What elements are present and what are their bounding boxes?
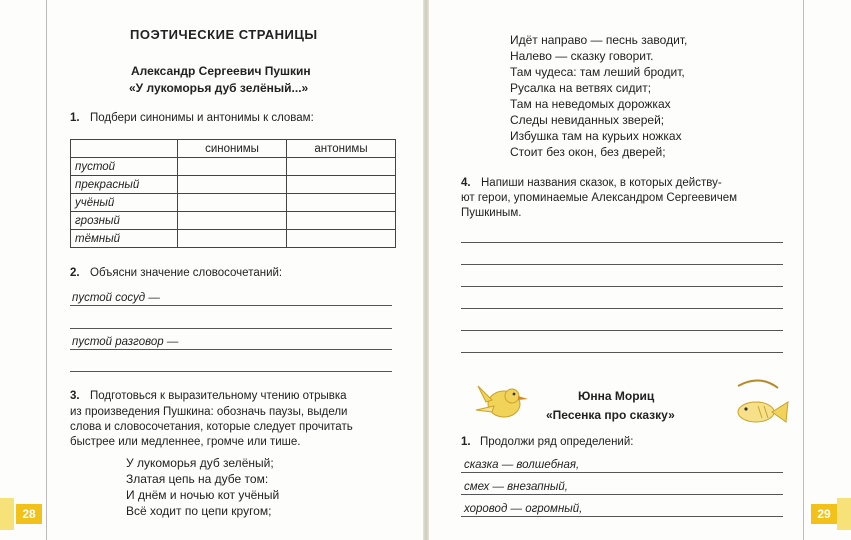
margin-line: [803, 0, 804, 540]
answer-line[interactable]: [461, 472, 783, 473]
answer-line[interactable]: [70, 328, 392, 329]
poem-line: Избушка там на курьих ножках: [510, 129, 682, 143]
antonym-cell[interactable]: [287, 158, 396, 176]
synonym-cell[interactable]: [178, 212, 287, 230]
answer-line[interactable]: [70, 371, 392, 372]
phrase-line: пустой разговор —: [72, 336, 179, 348]
phrase-line: пустой сосуд —: [72, 292, 160, 304]
phrase-line: смех — внезапный,: [464, 481, 568, 493]
poem-line: Налево — сказку говорит.: [510, 49, 654, 63]
table-row: [71, 212, 396, 230]
table-header-empty: [71, 140, 178, 158]
task3-line: быстрее или медленнее, громче или тише.: [70, 436, 301, 448]
task-number: 1.: [70, 112, 80, 124]
table-row: [71, 194, 396, 212]
poem-line: Стоит без окон, без дверей;: [510, 145, 666, 159]
page-number: 28: [16, 504, 42, 524]
poem-line: Следы невиданных зверей;: [510, 113, 665, 127]
book-gutter: [423, 0, 429, 540]
poem-line: И днём и ночью кот учёный: [126, 488, 280, 502]
poem-line: Русалка на ветвях сидит;: [510, 81, 652, 95]
answer-line[interactable]: [461, 242, 783, 243]
table-row: [71, 230, 396, 248]
margin-line: [46, 0, 47, 540]
task4-line: Напиши названия сказок, в которых действу-: [481, 177, 722, 189]
task3-line: слова и словосочетания, которые следует прочитать: [70, 421, 353, 433]
answer-line[interactable]: [461, 308, 783, 309]
table-row: [71, 158, 396, 176]
answer-line[interactable]: [461, 494, 783, 495]
task-number: 4.: [461, 177, 471, 189]
table-header-synonyms: синонимы: [178, 140, 287, 158]
answer-line[interactable]: [70, 305, 392, 306]
task3-line: Подготовься к выразительному чтению отрывка: [90, 390, 347, 402]
word-cell: учёный: [71, 194, 178, 212]
page-number: 29: [811, 504, 837, 524]
poem-line: Всё ходит по цепи кругом;: [126, 504, 272, 518]
table-header-row: [71, 140, 396, 158]
task2-text: Объясни значение словосочетаний:: [90, 267, 283, 279]
answer-line[interactable]: [461, 286, 783, 287]
task3-line: из произведения Пушкина: обозначь паузы, выдели: [70, 406, 348, 418]
synonym-cell[interactable]: [178, 176, 287, 194]
word-cell: пустой: [71, 158, 178, 176]
poem-line: Идёт направо — песнь заводит,: [510, 33, 688, 47]
task4-line: ют герои, упоминаемые Александром Сергеевичем: [461, 192, 738, 204]
answer-line[interactable]: [461, 330, 783, 331]
answer-line[interactable]: [461, 264, 783, 265]
antonym-cell[interactable]: [287, 176, 396, 194]
word-cell: прекрасный: [71, 176, 178, 194]
poem-title: «У лукоморья дуб зелёный...»: [129, 81, 309, 95]
synonym-cell[interactable]: [178, 158, 287, 176]
poem-line: Златая цепь на дубе том:: [126, 472, 269, 486]
synonym-cell[interactable]: [178, 230, 287, 248]
author-name: Александр Сергеевич Пушкин: [131, 64, 311, 78]
phrase-line: хоровод — огромный,: [464, 503, 583, 515]
antonym-cell[interactable]: [287, 212, 396, 230]
word-cell: грозный: [71, 212, 178, 230]
task-number: 3.: [70, 390, 80, 402]
poem-line: Там чудеса: там леший бродит,: [510, 65, 685, 79]
fish-illustration: [728, 376, 792, 436]
antonym-cell[interactable]: [287, 194, 396, 212]
poem-line: Там на неведомых дорожках: [510, 97, 671, 111]
table-header-antonyms: антонимы: [287, 140, 396, 158]
synonym-cell[interactable]: [178, 194, 287, 212]
table-row: [71, 176, 396, 194]
antonym-cell[interactable]: [287, 230, 396, 248]
phrase-line: сказка — волшебная,: [464, 459, 580, 471]
synonyms-table: [70, 139, 396, 248]
section-title: ПОЭТИЧЕСКИЕ СТРАНИЦЫ: [130, 27, 318, 42]
answer-line[interactable]: [461, 352, 783, 353]
answer-line[interactable]: [70, 349, 392, 350]
task-number: 1.: [461, 436, 471, 448]
answer-line[interactable]: [461, 516, 783, 517]
page-edge-strip: [0, 498, 14, 530]
bird-illustration: [472, 372, 532, 432]
task4-line: Пушкиным.: [461, 207, 522, 219]
word-cell: тёмный: [71, 230, 178, 248]
task1-text: Продолжи ряд определений:: [480, 436, 634, 448]
poem-line: У лукоморья дуб зелёный;: [126, 456, 274, 470]
task1-text: Подбери синонимы и антонимы к словам:: [90, 112, 314, 124]
task-number: 2.: [70, 267, 80, 279]
page-edge-strip: [837, 498, 851, 530]
author-name: Юнна Мориц: [578, 389, 655, 403]
poem-title: «Песенка про сказку»: [546, 408, 675, 422]
